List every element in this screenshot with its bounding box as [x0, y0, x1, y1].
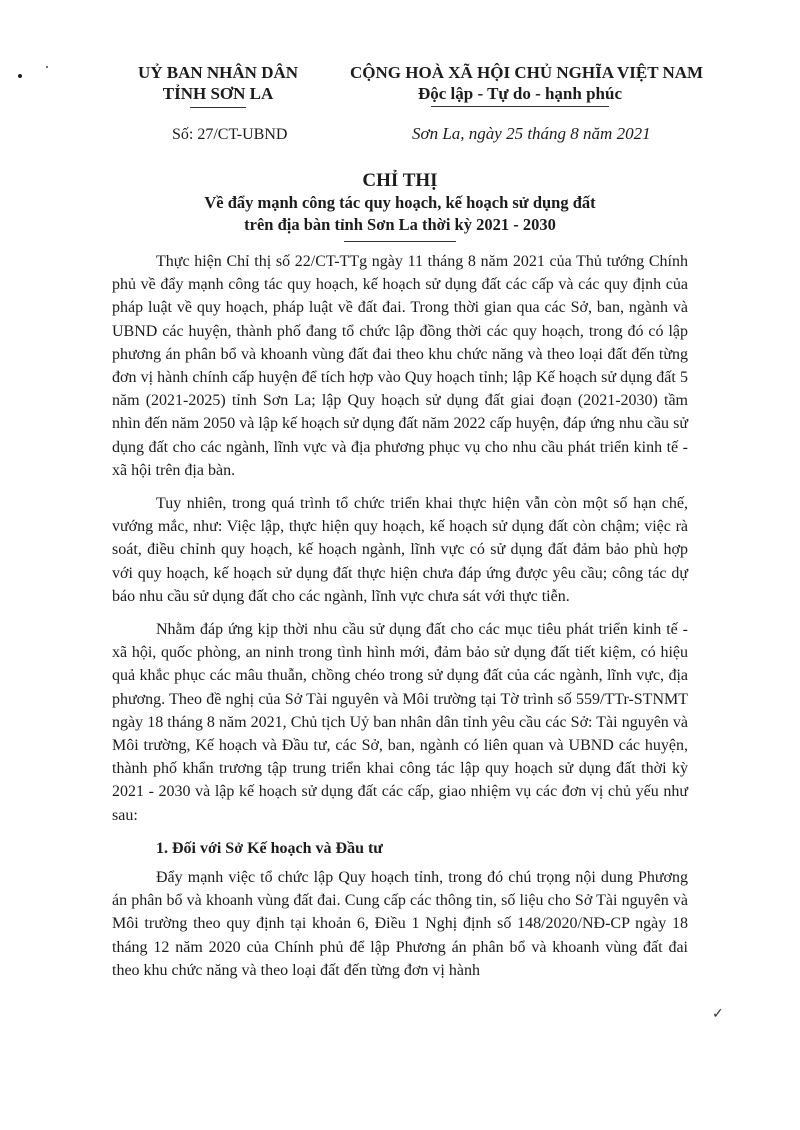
paragraph-3: Nhằm đáp ứng kịp thời nhu cầu sử dụng đất cho các mục tiêu phát triển kinh tế - xã hội, quốc phòng, an ninh trong tình hình mới, đảm bảo sử dụng đất tiết kiệm, có hiệu quả khắc phục các mâu thuẫn, chồng chéo trong sử dụng đất của các ngành, lĩnh vực, địa phương. Theo đề nghị của Sở Tài nguyên và Môi trường tại Tờ trình số 559/TTr-STNMT ngày 18 tháng 8 năm 2021, Chủ tịch Uỷ ban nhân dân tỉnh yêu cầu các Sở: Tài nguyên và Môi trường, Kế hoạch và Đầu tư, các Sở, ban, ngành có liên quan và UBND các huyện, thành phố khẩn trương tập trung triển khai công tác lập quy hoạch sử dụng đất thời kỳ 2021 - 2030 và lập kế hoạch sử dụng đất các cấp, giao nhiệm vụ các đơn vị chủ yếu như sau:	[112, 621, 688, 824]
section-heading-1: 1. Đối với Sở Kế hoạch và Đầu tư	[156, 839, 383, 857]
motto: Độc lập - Tự do - hạnh phúc	[417, 84, 623, 103]
check-mark-icon: ✓	[712, 1007, 724, 1022]
nation-name: CỘNG HOÀ XÃ HỘI CHỦ NGHĨA VIỆT NAM	[350, 63, 704, 82]
paragraph-4: Đẩy mạnh việc tổ chức lập Quy hoạch tỉnh, trong đó chú trọng nội dung Phương án phân bổ và khoanh vùng đất đai. Cung cấp các thông tin, số liệu cho Sở Tài nguyên và Môi trường theo quy định tại khoản 6, Điều 1 Nghị định số 148/2020/NĐ-CP ngày 18 tháng 12 năm 2020 của Chính phủ để lập Phương án phân bổ và khoanh vùng đất đai theo khu chức năng và theo loại đất đến từng đơn vị hành	[112, 869, 688, 979]
document-subject-line-2: trên địa bàn tỉnh Sơn La thời kỳ 2021 - 2030	[244, 215, 556, 234]
title-underline	[344, 241, 456, 242]
document-subject-line-1: Về đẩy mạnh công tác quy hoạch, kế hoạch sử dụng đất	[204, 193, 596, 212]
scan-speck	[46, 66, 48, 68]
document-title-block	[0, 170, 800, 242]
motto-underline	[431, 106, 609, 107]
agency-line-2: TỈNH SƠN LA	[162, 84, 274, 103]
paragraph-1: Thực hiện Chỉ thị số 22/CT-TTg ngày 11 tháng 8 năm 2021 của Thủ tướng Chính phủ về đẩy mạnh công tác quy hoạch, kế hoạch sử dụng đất các cấp và các quy định của pháp luật về quy hoạch, pháp luật về đất đai. Trong thời gian qua các Sở, ban, ngành và UBND các huyện, thành phố đang tổ chức lập đồng thời các quy hoạch, trong đó có lập phương án phân bổ và khoanh vùng đất đai theo khu chức năng và theo loại đất đến từng đơn vị hành chính cấp huyện để tích hợp vào Quy hoạch tỉnh; lập Kế hoạch sử dụng đất 5 năm (2021-2025) tỉnh Sơn La; lập Quy hoạch sử dụng đất giai đoạn (2021-2030) tầm nhìn đến năm 2050 và lập kế hoạch sử dụng đất năm 2022 cấp huyện, đáp ứng nhu cầu sử dụng đất cho các ngành, lĩnh vực và địa phương phục vụ cho nhu cầu phát triển kinh tế - xã hội trên địa bàn.	[112, 253, 688, 479]
agency-underline	[190, 107, 246, 108]
document-type: CHỈ THỊ	[362, 170, 438, 191]
document-body	[112, 250, 688, 992]
document-number: Số: 27/CT-UBND	[172, 126, 288, 143]
scan-speck	[18, 74, 22, 78]
place-and-date: Sơn La, ngày 25 tháng 8 năm 2021	[412, 124, 651, 143]
paragraph-2: Tuy nhiên, trong quá trình tổ chức triển khai thực hiện vẫn còn một số hạn chế, vướng mắc, như: Việc lập, thực hiện quy hoạch, kế hoạch sử dụng đất còn chậm; việc rà soát, điều chỉnh quy hoạch, kế hoạch ngành, lĩnh vực có sử dụng đất đảm bảo phù hợp với quy hoạch, kế hoạch sử dụng đất thực hiện chưa đáp ứng được yêu cầu; công tác dự báo nhu cầu sử dụng đất cho các ngành, lĩnh vực chưa sát với thực tiễn.	[112, 495, 688, 605]
agency-line-1: UỶ BAN NHÂN DÂN	[137, 63, 299, 82]
national-motto	[350, 62, 704, 107]
issuing-agency	[118, 62, 318, 108]
